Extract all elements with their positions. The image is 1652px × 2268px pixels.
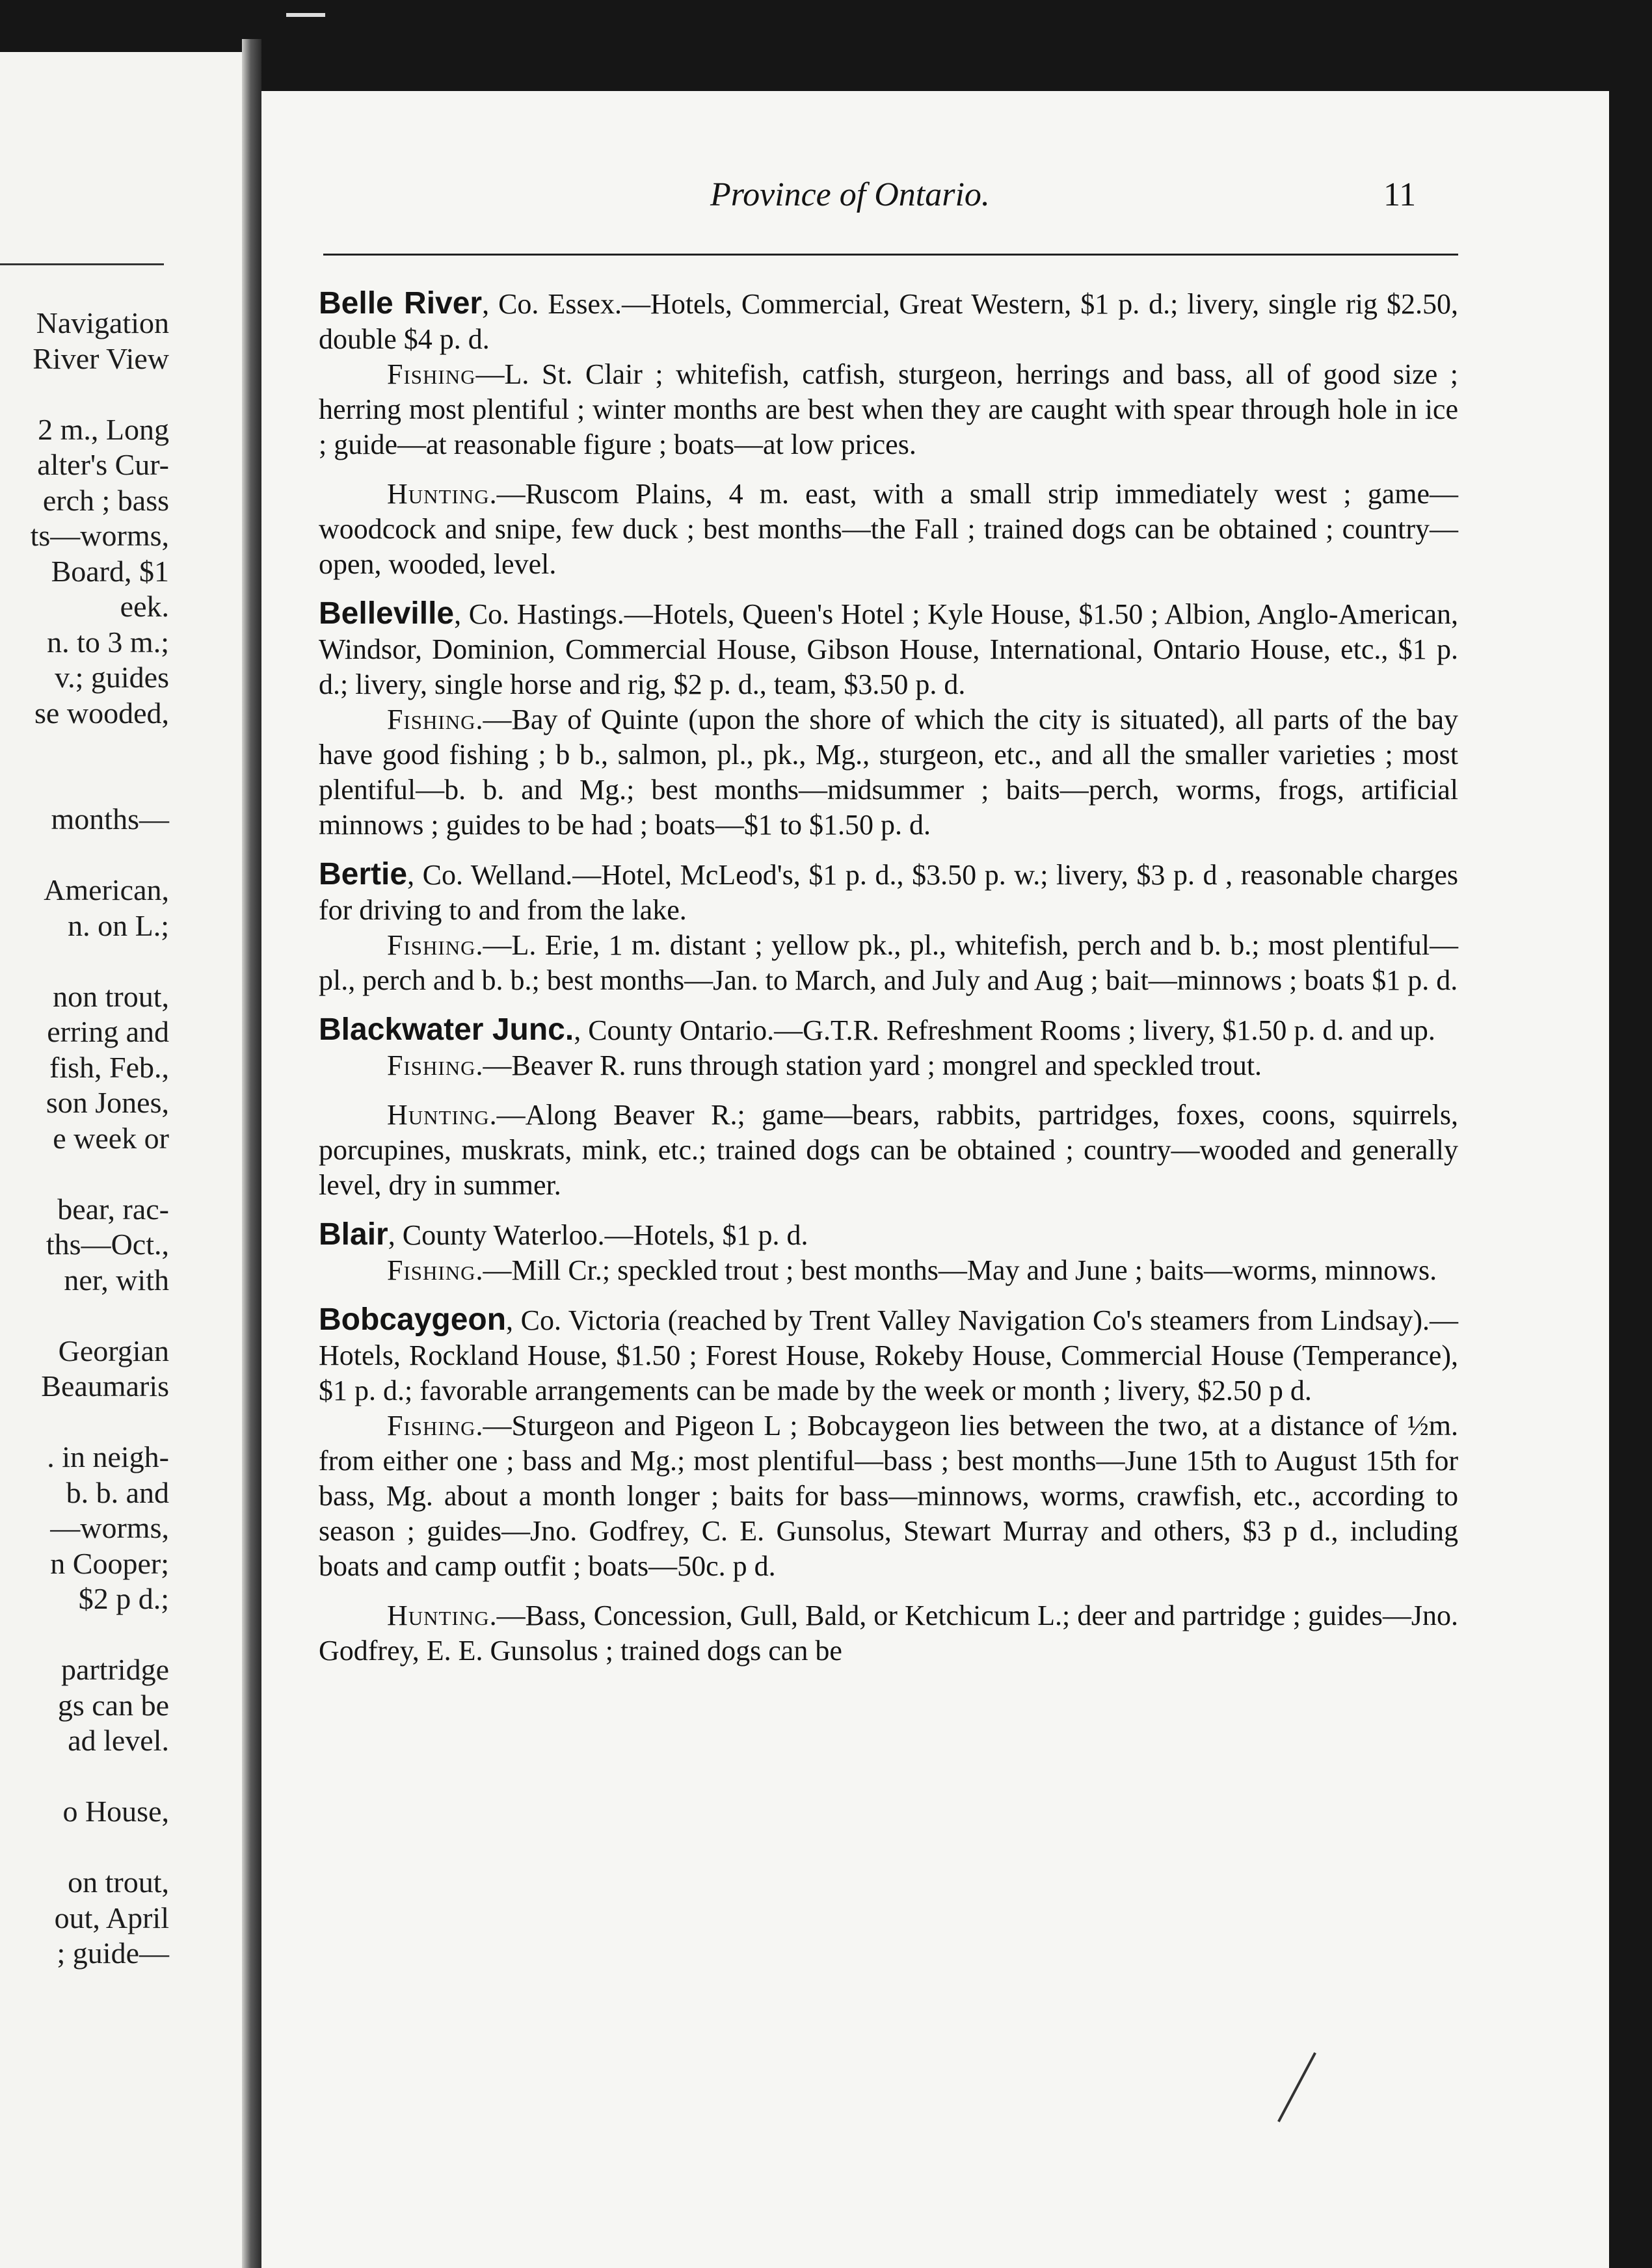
previous-page-fragment: bear, rac-	[57, 1192, 169, 1226]
previous-page-fragment: 2 m., Long	[38, 412, 169, 446]
previous-page-fragment: Beaumaris	[41, 1369, 169, 1403]
previous-page-fragment: ner, with	[64, 1263, 169, 1297]
previous-page-fragment: Board, $1	[51, 554, 169, 588]
place-name: Blackwater Junc.	[319, 1012, 574, 1047]
section-paragraph	[319, 702, 1458, 843]
section-text: .—L. Erie, 1 m. distant ; yellow pk., pl., whitefish, perch and b. b.; most plentiful—pl., perch and b. b.; best months—Jan. to March, and July and Aug ; bait—minnows ; boats $1 p. d.	[319, 929, 1458, 996]
previous-page-fragment: —worms,	[50, 1511, 169, 1544]
previous-page-fragment: . in neigh-	[47, 1440, 169, 1473]
section-paragraph	[319, 1408, 1458, 1584]
place-name: Belle River	[319, 286, 483, 321]
entry-details: , Co. Hastings.—Hotels, Queen's Hotel ; Kyle House, $1.50 ; Albion, Anglo-American, Windsor, Dominion, Commercial House, Gibson House, International, Ontario House, etc., $1 p. d.; livery, single horse and rig, $2 p. d., team, $3.50 p. d.	[319, 598, 1458, 700]
entry-details: , Co. Victoria (reached by Trent Valley Navigation Co's steamers from Lindsay).—Hotels, Rockland House, $1.50 ; Forest House, Rokeby House, Commercial House (Temperance), $1 p. d.; favorable arrangements can be made by the week or month ; livery, $2.50 p d.	[319, 1304, 1458, 1406]
place-name: Bobcaygeon	[319, 1302, 507, 1337]
previous-page-fragment: Navigation	[36, 306, 169, 339]
page	[261, 91, 1609, 2268]
section-text: .—Mill Cr.; speckled trout ; best months—May and June ; baits—worms, minnows.	[475, 1254, 1437, 1286]
section-label: Hunting	[387, 1099, 490, 1131]
previous-page-fragment: o House,	[62, 1795, 169, 1828]
section-paragraph	[319, 1598, 1458, 1668]
section-label: Fishing	[387, 1410, 476, 1442]
place-name: Bertie	[319, 857, 408, 891]
previous-page-fragment: ts—worms,	[30, 519, 169, 552]
entry-details: , County Ontario.—G.T.R. Refreshment Rooms ; livery, $1.50 p. d. and up.	[574, 1014, 1435, 1046]
place-name: Belleville	[319, 596, 455, 631]
entry	[319, 1012, 1458, 1203]
previous-page-fragment: ad level.	[68, 1724, 169, 1757]
section-label: Fishing	[387, 704, 476, 735]
section-label: Hunting	[387, 478, 490, 510]
previous-page-fragment: e week or	[53, 1121, 169, 1155]
previous-page-fragment: on trout,	[68, 1866, 169, 1899]
section-paragraph	[319, 1253, 1458, 1288]
section-text: .—Bay of Quinte (upon the shore of which the city is situated), all parts of the bay have good fishing ; b b., salmon, pl., pk., Mg., sturgeon, etc., and all the smaller varieties ; most plentiful—b. b. and Mg.; best months—midsummer ; baits—perch, worms, frogs, artificial minnows ; guides to be had ; boats—$1 to $1.50 p. d.	[319, 704, 1458, 841]
previous-page-fragment: gs can be	[57, 1688, 169, 1722]
gazetteer-content	[319, 286, 1458, 1683]
entry	[319, 286, 1458, 582]
previous-page-rule	[0, 263, 164, 265]
section-label: Fishing	[387, 929, 476, 961]
previous-page-fragment: v.; guides	[55, 661, 169, 694]
section-label: Fishing	[387, 358, 476, 390]
previous-page-fragment: erring and	[47, 1015, 169, 1048]
scan-mark	[286, 13, 325, 17]
previous-page-fragment: Georgian	[58, 1334, 169, 1367]
section-paragraph	[319, 477, 1458, 582]
section-label: Fishing	[387, 1049, 476, 1081]
section-paragraph	[319, 1048, 1458, 1083]
section-text: .—Along Beaver R.; game—bears, rabbits, partridges, foxes, coons, squirrels, porcupines, muskrats, mink, etc.; trained dogs can be obtained ; country—wooded and generally level, dry in summer.	[319, 1099, 1458, 1201]
entry	[319, 1217, 1458, 1288]
section-text: .—Beaver R. runs through station yard ; mongrel and speckled trout.	[475, 1049, 1262, 1081]
entry	[319, 1302, 1458, 1668]
section-paragraph	[319, 357, 1458, 462]
previous-page-fragment: ths—Oct.,	[46, 1228, 169, 1261]
entry-details: , Co. Welland.—Hotel, McLeod's, $1 p. d., $3.50 p. w.; livery, $3 p. d , reasonable charges for driving to and from the lake.	[319, 859, 1458, 926]
previous-page-fragment: fish, Feb.,	[49, 1050, 169, 1084]
previous-page-fragment: River View	[33, 341, 169, 375]
previous-page-fragment: n. to 3 m.;	[47, 625, 169, 659]
section-paragraph	[319, 928, 1458, 998]
previous-page-fragment: n. on L.;	[68, 908, 169, 942]
previous-page-fragment: out, April	[54, 1901, 169, 1934]
section-text: —L. St. Clair ; whitefish, catfish, sturgeon, herrings and bass, all of good size ; herring most plentiful ; winter months are best when they are caught with spear through hole in ice ; guide—at reasonable figure ; boats—at low prices.	[319, 358, 1458, 460]
previous-page-fragment: $2 p d.;	[78, 1582, 169, 1615]
previous-page-fragment: n Cooper;	[50, 1546, 169, 1580]
entry-details: , County Waterloo.—Hotels, $1 p. d.	[388, 1219, 808, 1251]
previous-page-fragment: American,	[44, 873, 169, 906]
pen-mark	[1277, 2052, 1316, 2122]
previous-page-fragment: b. b. and	[66, 1475, 169, 1509]
book-gutter	[242, 39, 261, 2268]
section-text: .—Ruscom Plains, 4 m. east, with a small strip immediately west ; game—woodcock and snipe, few duck ; best months—the Fall ; trained dogs can be obtained ; country—open, wooded, level.	[319, 478, 1458, 580]
previous-page-fragment: months—	[51, 802, 169, 836]
entry-details: , Co. Essex.—Hotels, Commercial, Great Western, $1 p. d.; livery, single rig $2.50, double $4 p. d.	[319, 288, 1458, 355]
previous-page-fragment: non trout,	[53, 979, 169, 1013]
running-title: Province of Ontario.	[710, 176, 990, 213]
entry	[319, 857, 1458, 998]
previous-page-fragment: eek.	[120, 590, 169, 623]
previous-page-fragment: erch ; bass	[42, 483, 169, 517]
section-text: .—Bass, Concession, Gull, Bald, or Ketchicum L.; deer and partridge ; guides—Jno. Godfrey, E. E. Gunsolus ; trained dogs can be	[319, 1600, 1458, 1667]
section-text: .—Sturgeon and Pigeon L ; Bobcaygeon lies between the two, at a distance of ½m. from either one ; bass and Mg.; most plentiful—bass ; best months—June 15th to August 15th for bass, Mg. about a month longer ; baits for bass—minnows, worms, crawfish, etc., according to season ; guides—Jno. Godfrey, C. E. Gunsolus, Stewart Murray and others, $3 p d., including boats and camp outfit ; boats—50c. p d.	[319, 1410, 1458, 1582]
header-rule	[323, 254, 1458, 256]
section-paragraph	[319, 1098, 1458, 1203]
place-name: Blair	[319, 1217, 388, 1252]
previous-page-strip	[0, 52, 242, 2268]
previous-page-fragment: son Jones,	[46, 1086, 169, 1119]
section-label: Hunting	[387, 1600, 490, 1631]
previous-page-fragment: partridge	[60, 1653, 169, 1686]
page-number: 11	[1383, 176, 1417, 213]
entry	[319, 596, 1458, 843]
previous-page-fragment: ; guide—	[57, 1936, 169, 1970]
previous-page-fragment: se wooded,	[34, 696, 169, 730]
previous-page-fragment: alter's Cur-	[37, 448, 169, 481]
section-label: Fishing	[387, 1254, 476, 1286]
